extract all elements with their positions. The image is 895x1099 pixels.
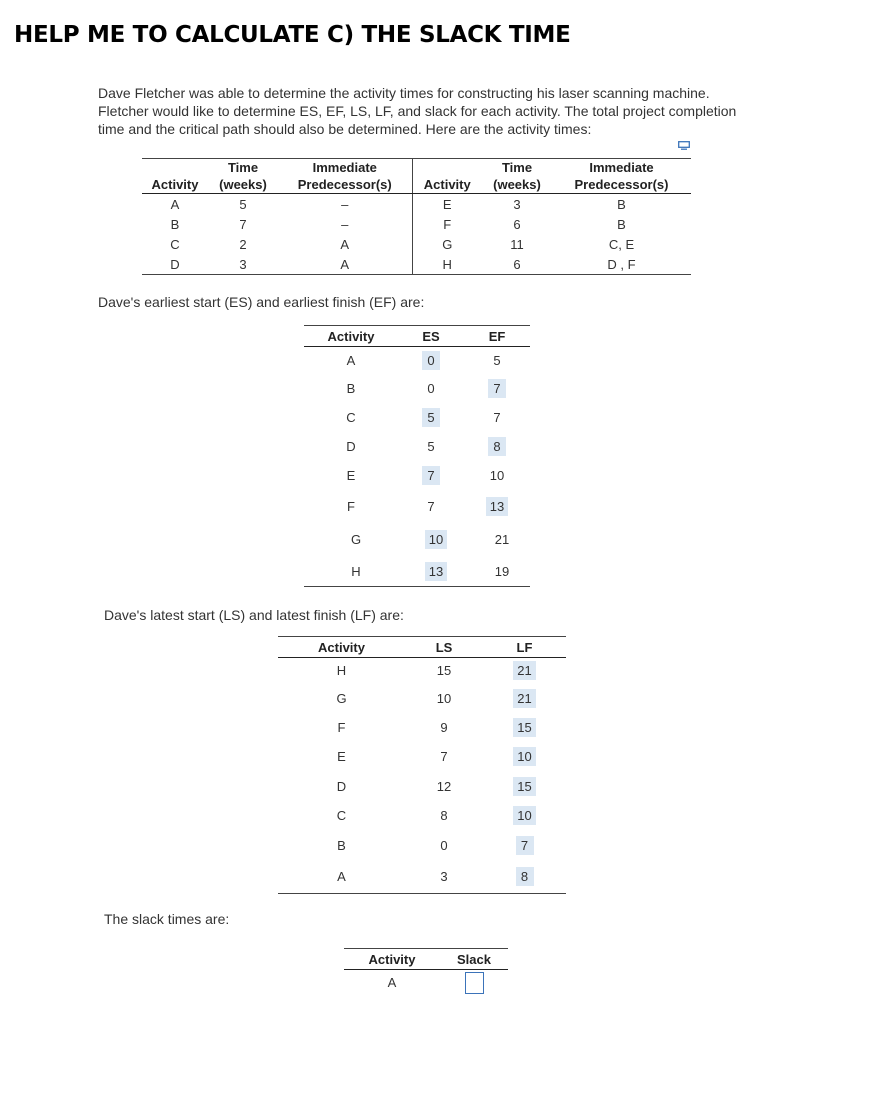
header-time: (weeks) <box>482 176 552 194</box>
es-value: 13 <box>425 562 447 581</box>
activity-cell: G <box>336 690 347 706</box>
ls-value: 0 <box>440 838 448 853</box>
ls-value: 12 <box>436 778 452 794</box>
es-value: 0 <box>427 380 435 396</box>
ef-value: 21 <box>494 532 510 547</box>
table-cell: 6 <box>482 254 552 275</box>
es-value: 10 <box>425 530 447 549</box>
table-cell: 3 <box>513 196 521 212</box>
table-cell: 11 <box>510 236 524 252</box>
activity-cell: E <box>346 467 356 483</box>
activity-cell: A <box>278 861 405 894</box>
table-cell: D , F <box>552 254 691 275</box>
ef-value: 7 <box>493 409 501 425</box>
es-value: 5 <box>422 408 440 427</box>
table-cell: B <box>617 216 626 232</box>
lf-value: 21 <box>513 689 535 708</box>
es-ef-table <box>304 325 530 587</box>
activity-cell: F <box>337 719 346 735</box>
table-cell: G <box>412 234 482 254</box>
activity-cell: C <box>346 409 356 425</box>
table-cell: F <box>412 214 482 234</box>
activity-cell: D <box>346 438 356 454</box>
table-cell: – <box>341 216 349 232</box>
header-slack: Slack <box>440 949 508 970</box>
header-ls: LS <box>405 637 483 658</box>
activity-times-table <box>142 158 691 275</box>
ef-value: 19 <box>464 557 530 587</box>
lf-value: 7 <box>516 836 534 855</box>
table-row <box>142 234 691 254</box>
es-value: 0 <box>422 351 440 370</box>
activity-cell: D <box>336 778 347 794</box>
ls-value: 9 <box>440 719 448 735</box>
page-title: HELP ME TO CALCULATE C) THE SLACK TIME <box>14 22 571 48</box>
table-cell: 6 <box>513 216 521 232</box>
expand-icon[interactable] <box>678 141 690 150</box>
table-cell: B <box>170 216 180 232</box>
table-cell: 2 <box>239 236 247 252</box>
ef-value: 7 <box>488 379 506 398</box>
header-top: Time <box>208 159 278 177</box>
ls-value: 7 <box>440 749 448 764</box>
header-lf: LF <box>483 637 566 658</box>
ef-value: 13 <box>486 497 508 516</box>
es-ef-label: Dave's earliest start (ES) and earliest finish (EF) are: <box>98 294 425 310</box>
problem-statement: Dave Fletcher was able to determine the activity times for constructing his laser scanning machine. Fletcher would like to determine ES, EF, LS, LF, and slack for each activity. The total project completion time and the critical path should also be determined. Here are the activity times: <box>98 85 737 137</box>
ls-value: 8 <box>440 808 448 823</box>
table-row <box>142 194 691 215</box>
header-top <box>412 159 482 177</box>
header-activity: Activity <box>142 176 208 194</box>
header-activity: Activity <box>412 176 482 194</box>
lf-value: 8 <box>516 867 534 886</box>
slack-table <box>344 948 508 996</box>
table-cell: – <box>341 196 349 212</box>
slack-answer-input[interactable] <box>465 972 484 994</box>
lf-value: 15 <box>513 777 535 796</box>
es-value: 5 <box>427 438 435 454</box>
table-cell: B <box>617 196 626 212</box>
lf-value: 10 <box>513 806 535 825</box>
table-cell: 3 <box>208 254 278 275</box>
table-cell: A <box>170 196 180 212</box>
table-cell: H <box>412 254 482 275</box>
ls-value: 15 <box>436 663 452 679</box>
lf-value: 15 <box>513 718 535 737</box>
table-row <box>142 214 691 234</box>
ls-lf-table <box>278 636 566 894</box>
table-cell: D <box>142 254 208 275</box>
table-row <box>142 254 691 275</box>
activity-cell: H <box>304 557 398 587</box>
activity-cell: H <box>336 663 347 679</box>
header-activity: Activity <box>304 326 398 347</box>
table-cell: A <box>340 236 350 252</box>
lf-value: 21 <box>513 661 535 680</box>
header-top: Time <box>482 159 552 177</box>
table-cell: A <box>278 254 412 275</box>
activity-cell: C <box>336 808 347 823</box>
header-es: ES <box>398 326 464 347</box>
ls-lf-label: Dave's latest start (LS) and latest finish (LF) are: <box>104 607 404 623</box>
header-activity: Activity <box>344 949 440 970</box>
lf-value: 10 <box>513 747 535 766</box>
activity-cell: B <box>346 380 356 396</box>
es-value: 7 <box>422 466 440 485</box>
header-predecessors: Predecessor(s) <box>552 176 691 194</box>
header-top <box>142 159 208 177</box>
table-cell: C, E <box>608 236 635 252</box>
activity-cell: G <box>350 532 362 547</box>
activity-cell: A <box>387 975 397 991</box>
activity-cell: E <box>337 749 346 764</box>
activity-cell: F <box>347 498 355 514</box>
ef-value: 5 <box>493 352 501 368</box>
ef-value: 8 <box>488 437 506 456</box>
table-cell: 7 <box>239 216 247 232</box>
slack-label: The slack times are: <box>104 911 230 927</box>
activity-cell: A <box>346 352 356 368</box>
header-ef: EF <box>464 326 530 347</box>
header-top: Immediate <box>552 159 691 177</box>
header-activity: Activity <box>278 637 405 658</box>
table-cell: E <box>412 194 482 215</box>
table-cell: 5 <box>239 196 247 212</box>
ef-value: 10 <box>489 467 505 483</box>
header-predecessors: Predecessor(s) <box>278 176 412 194</box>
ls-value: 10 <box>436 690 452 706</box>
header-top: Immediate <box>278 159 412 177</box>
es-value: 7 <box>427 498 435 514</box>
activity-cell: B <box>337 838 346 853</box>
header-time: (weeks) <box>208 176 278 194</box>
ls-value: 3 <box>405 861 483 894</box>
table-cell: C <box>170 236 180 252</box>
